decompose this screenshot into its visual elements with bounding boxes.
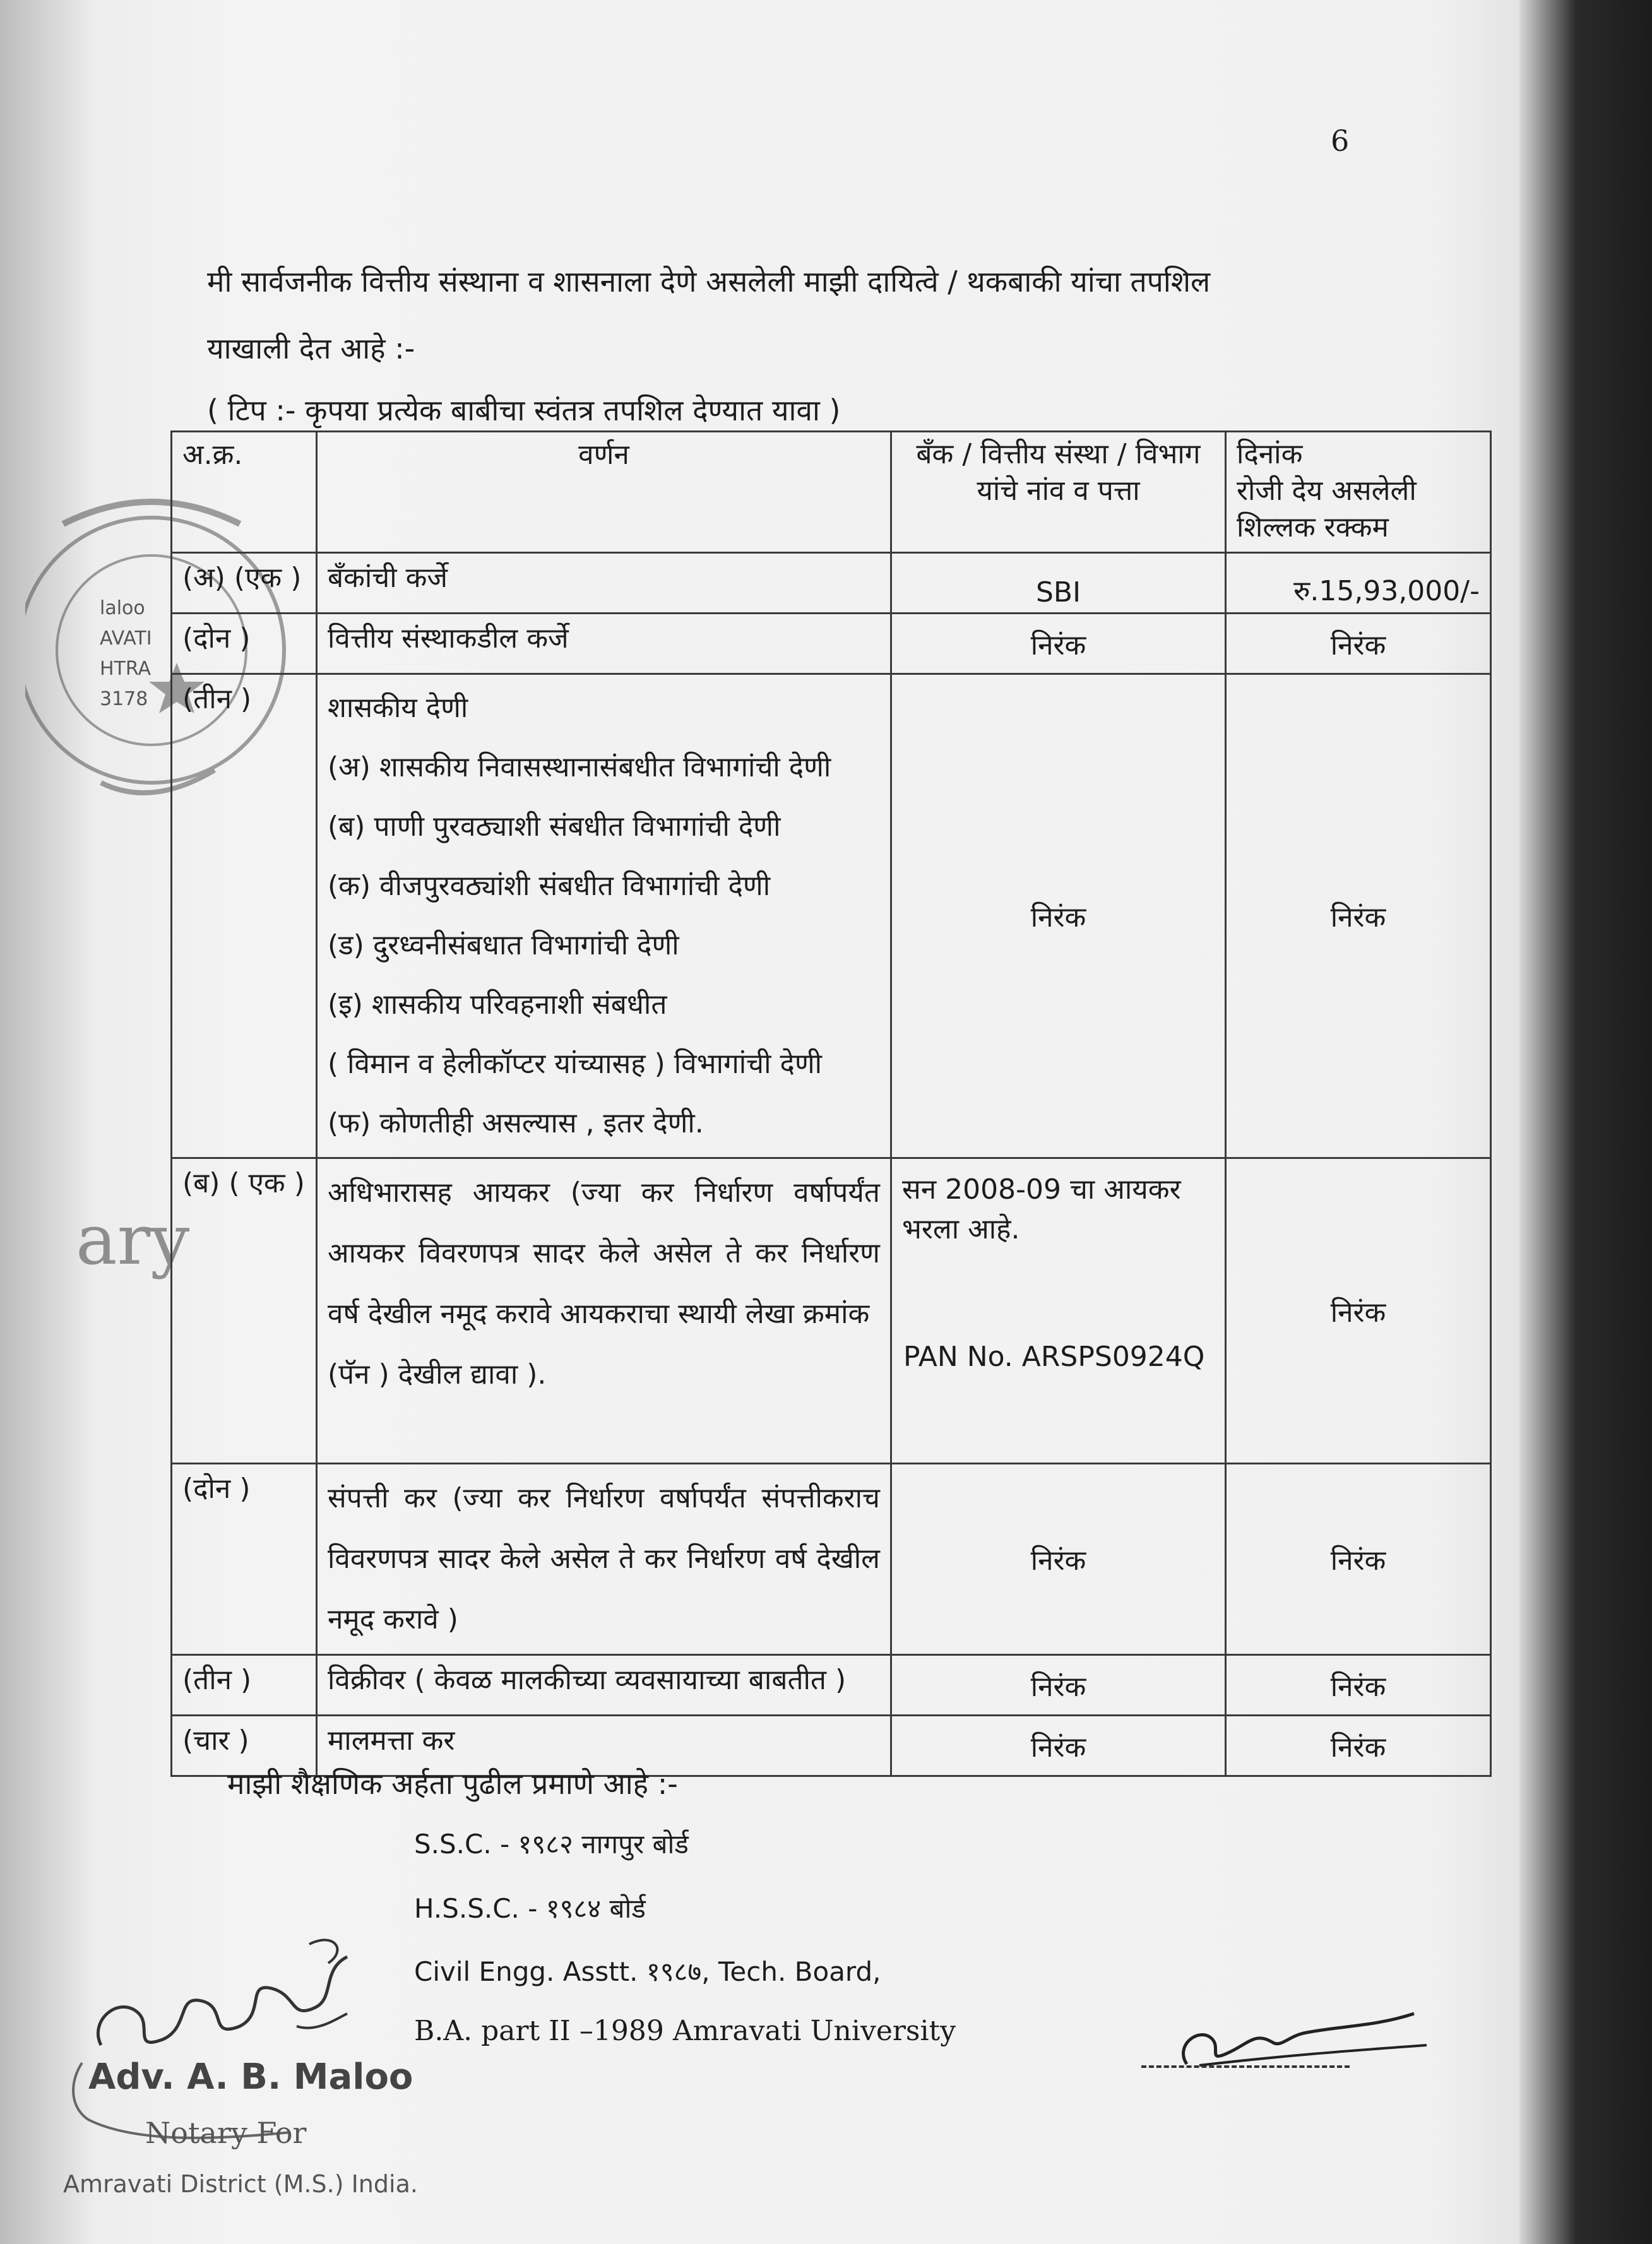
row-description-tail: (पॅन ) देखील द्यावा ). <box>328 1358 547 1391</box>
table-row <box>172 674 1491 1158</box>
intro-line-1: मी सार्वजनीक वित्तीय संस्थाना व शासनाला देणे असलेली माझी दायित्वे / थकबाकी यांचा तपशिल <box>207 264 1211 299</box>
notary-area: Amravati District (M.S.) India. <box>63 2170 418 2198</box>
signature-line <box>1141 2065 1350 2068</box>
liabilities-table <box>170 430 1492 1777</box>
row-amount: रु.15,93,000/- <box>1226 553 1491 614</box>
row-bank: निरंक <box>891 1464 1226 1655</box>
header-description: वर्णन <box>317 432 891 553</box>
table-row <box>172 1655 1491 1716</box>
row-bank-line: भरला आहे. <box>902 1213 1020 1245</box>
row-sub-item: ( विमान व हेलीकॉप्टर यांच्यासह ) विभागांची देणी <box>328 1048 823 1080</box>
row-description: मालमत्ता कर <box>317 1716 891 1776</box>
row-bank: निरंक <box>891 1655 1226 1716</box>
seal-line: AVATI <box>100 627 152 650</box>
row-bank: निरंक <box>891 614 1226 674</box>
row-sub-item: (फ) कोणतीही असल्यास , इतर देणी. <box>328 1107 704 1139</box>
row-sub-item: (ड) दुरध्वनीसंबधात विभागांची देणी <box>328 929 679 961</box>
row-amount: निरंक <box>1226 614 1491 674</box>
header-serial: अ.क्र. <box>172 432 317 553</box>
table-row <box>172 553 1491 614</box>
row-description-text: अधिभारासह आयकर (ज्या कर निर्धारण वर्षापर्यंत आयकर विवरणपत्र सादर केले असेल ते कर निर्धारण वर्ष देखील नमूद करावे आयकराचा स्थायी लेखा क्रमांक <box>328 1177 880 1330</box>
row-description-title: शासकीय देणी <box>328 692 468 724</box>
row-sub-item: (ब) पाणी पुरवठ्याशी संबधीत विभागांची देणी <box>328 810 781 843</box>
notary-name: Adv. A. B. Maloo <box>88 2057 413 2098</box>
header-bank-line: बँक / वित्तीय संस्था / विभाग <box>916 438 1201 470</box>
intro-note: ( टिप :- कृपया प्रत्येक बाबीचा स्वंतत्र तपशिल देण्यात यावा ) <box>207 393 841 427</box>
header-date-line: शिल्लक रक्कम <box>1237 511 1389 543</box>
row-amount: निरंक <box>1226 1716 1491 1776</box>
row-bank: निरंक <box>891 674 1226 1158</box>
table-header-row <box>172 432 1491 553</box>
row-description: बँकांची कर्जे <box>317 553 891 614</box>
header-date-line: रोजी देय असलेली <box>1237 475 1417 507</box>
seal-line: HTRA <box>100 658 152 680</box>
row-description: संपत्ती कर (ज्या कर निर्धारण वर्षापर्यंत संपत्तीकराच विवरणपत्र सादर केले असेल ते कर निर्धारण वर्ष देखील नमूद करावे ) <box>317 1464 891 1655</box>
row-serial: (अ) (एक ) <box>172 553 317 614</box>
row-description: विक्रीवर ( केवळ मालकीच्या व्यवसायाच्या बाबतीत ) <box>317 1655 891 1716</box>
row-bank: SBI <box>891 553 1226 614</box>
row-serial: (दोन ) <box>172 1464 317 1655</box>
header-bank-line: यांचे नांव व पत्ता <box>977 475 1140 507</box>
row-amount: निरंक <box>1226 674 1491 1158</box>
row-serial: (दोन ) <box>172 614 317 674</box>
seal-line: 3178 <box>100 688 148 710</box>
row-amount: निरंक <box>1226 1655 1491 1716</box>
faint-bleed-text: ary <box>76 1199 190 1280</box>
row-sub-item: (क) वीजपुरवठ्यांशी संबधीत विभागांची देणी <box>328 870 771 902</box>
row-serial: (तीन ) <box>172 674 317 1158</box>
header-bank <box>891 432 1226 553</box>
row-sub-item: (इ) शासकीय परिवहनाशी संबधीत <box>328 988 667 1021</box>
row-serial: (तीन ) <box>172 1655 317 1716</box>
row-sub-item: (अ) शासकीय निवासस्थानासंबधीत विभागांची देणी <box>328 751 831 783</box>
header-date <box>1226 432 1491 553</box>
row-amount: निरंक <box>1226 1464 1491 1655</box>
row-serial: (चार ) <box>172 1716 317 1776</box>
row-description <box>317 1158 891 1464</box>
education-line: S.S.C. - १९८२ नागपुर बोर्ड <box>414 1829 689 1860</box>
table-row <box>172 1464 1491 1655</box>
row-bank: निरंक <box>891 1716 1226 1776</box>
row-bank-line: सन 2008-09 चा आयकर <box>902 1173 1181 1206</box>
row-bank-pan: PAN No. ARSPS0924Q <box>903 1341 1205 1373</box>
scanner-dark-edge <box>1519 0 1652 2244</box>
row-bank <box>891 1158 1226 1464</box>
table-row <box>172 1158 1491 1464</box>
education-line: H.S.S.C. - १९८४ बोर्ड <box>414 1893 646 1924</box>
header-date-line: दिनांक <box>1237 438 1303 470</box>
row-description: वित्तीय संस्थाकडील कर्जे <box>317 614 891 674</box>
row-amount: निरंक <box>1226 1158 1491 1464</box>
row-serial: (ब) ( एक ) <box>172 1158 317 1464</box>
education-title: माझी शैक्षणिक अर्हता पुढील प्रमाणे आहे :- <box>227 1767 678 1801</box>
seal-text-fragment <box>100 593 152 715</box>
seal-line: laloo <box>100 597 145 619</box>
education-line: B.A. part II –1989 Amravati University <box>414 2015 956 2047</box>
row-description <box>317 674 891 1158</box>
table-row <box>172 614 1491 674</box>
notary-role: Notary For <box>145 2116 307 2150</box>
intro-line-2: याखाली देत आहे :- <box>207 331 415 365</box>
page-number: 6 <box>1331 124 1350 158</box>
education-line: Civil Engg. Asstt. १९८७, Tech. Board, <box>414 1956 881 1987</box>
